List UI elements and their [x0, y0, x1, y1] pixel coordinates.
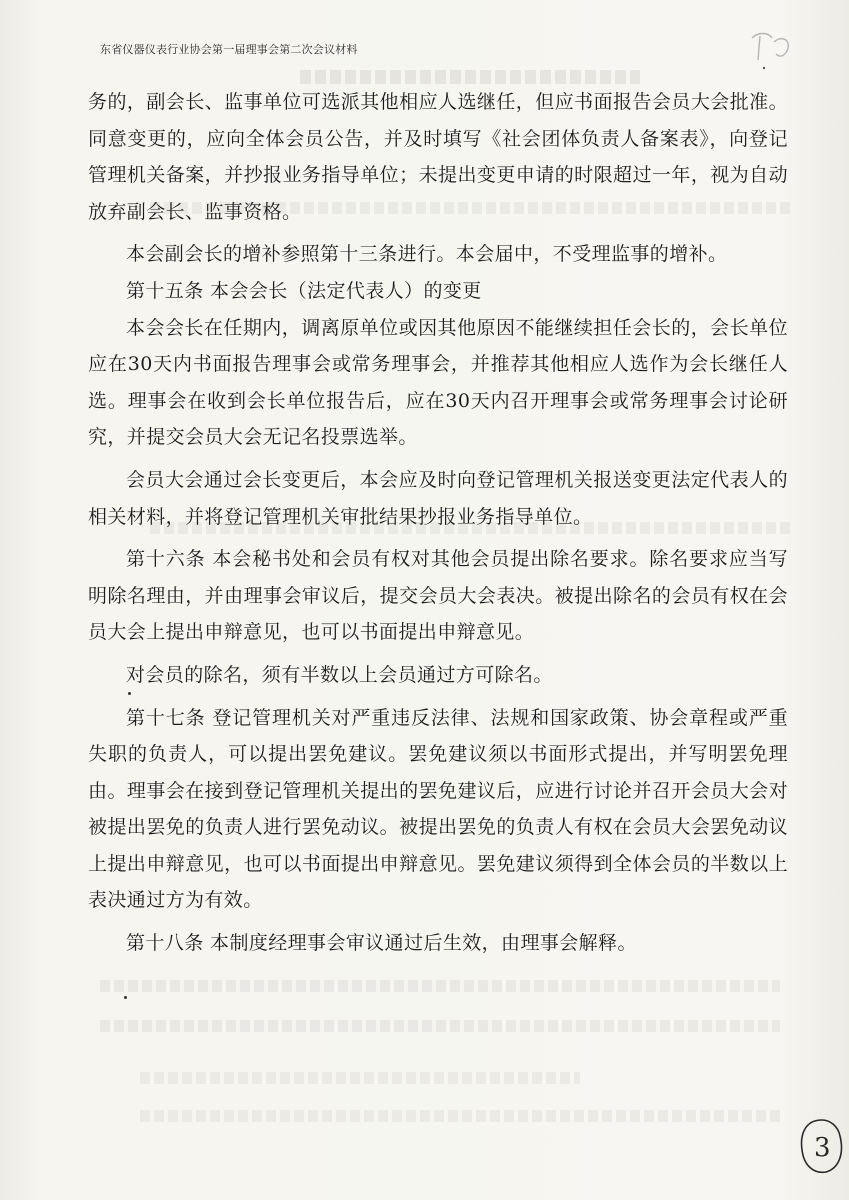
paragraph: 本会会长在任期内，调离原单位或因其他原因不能继续担任会长的，会长单位应在30天内书面报告理事会或常务理事会，并推荐其他相应人选作为会长继任人选。理事会在收到会长单位报告后，应在30天内召开理事会或常务理事会讨论研究，并提交会员大会无记名投票选举。: [88, 316, 788, 449]
page-number-circle-icon: [796, 1116, 846, 1176]
bleed-through-shadow: [140, 1110, 780, 1122]
section-heading: 第十五条 本会会长（法定代表人）的变更: [126, 279, 482, 302]
document-body: [88, 84, 788, 962]
paragraph: 对会员的除名，须有半数以上会员通过方可除名。: [126, 663, 553, 686]
scan-speck: [128, 692, 131, 695]
paragraph: 第十六条 本会秘书处和会员有权对其他会员提出除名要求。除名要求应当写明除名理由，并由理事会审议后，提交会员大会表决。被提出除名的会员有权在会员大会上提出申辩意见，也可以书面提出申辩意见。: [88, 548, 788, 644]
bleed-through-shadow: [100, 1020, 780, 1032]
paragraph: 务的，副会长、监事单位可选派其他相应人选继任，但应书面报告会员大会批准。同意变更的，应向全体会员公告，并及时填写《社会团体负责人备案表》，向登记管理机关备案，并抄报业务指导单位；未提出变更申请的时限超过一年，视为自动放弃副会长、监事资格。: [88, 91, 788, 223]
bleed-through-shadow: [300, 70, 640, 84]
document-header: 东省仪器仪表行业协会第一届理事会第二次会议材料: [100, 43, 358, 56]
paragraph: 第十八条 本制度经理事会审议通过后生效，由理事会解释。: [126, 932, 637, 955]
paragraph: 本会副会长的增补参照第十三条进行。本会届中，不受理监事的增补。: [126, 243, 728, 266]
scan-speck: [124, 996, 127, 999]
paragraph: 第十七条 登记管理机关对严重违反法律、法规和国家政策、协会章程或严重失职的负责人，可以提出罢免建议。罢免建议须以书面形式提出，并写明罢免理由。理事会在接到登记管理机关提出的罢免建议后，应进行讨论并召开会员大会对被提出罢免的负责人进行罢免动议。被提出罢免的负责人有权在会员大会罢免动议上提出申辩意见，也可以书面提出申辩意见。罢免建议须得到全体会员的半数以上表决通过方为有效。: [88, 706, 788, 912]
page-number: 3: [814, 1133, 831, 1163]
bleed-through-shadow: [140, 1072, 580, 1084]
handwritten-mark-icon: [746, 28, 796, 72]
paragraph: 会员大会通过会长变更后，本会应及时向登记管理机关报送变更法定代表人的相关材料，并将登记管理机关审批结果抄报业务指导单位。: [88, 468, 788, 528]
bleed-through-shadow: [100, 980, 780, 992]
